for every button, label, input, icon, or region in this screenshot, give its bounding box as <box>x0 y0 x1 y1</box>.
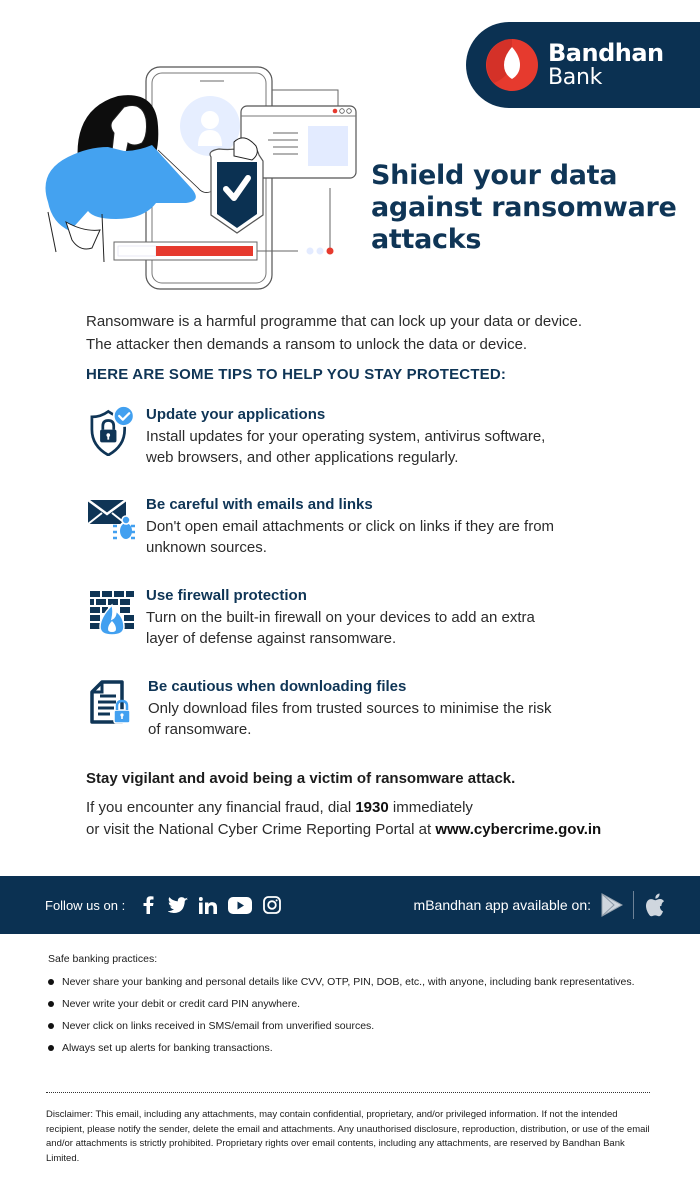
twitter-icon[interactable] <box>167 894 189 916</box>
fraud-text-2: immediately <box>388 799 473 816</box>
security-illustration <box>28 62 368 294</box>
apple-app-store-icon[interactable] <box>642 892 668 918</box>
intro-section <box>86 310 646 383</box>
social-links <box>137 894 283 916</box>
firewall-icon <box>86 587 136 637</box>
linkedin-icon[interactable] <box>197 894 219 916</box>
youtube-icon[interactable] <box>227 894 253 916</box>
closing-section <box>86 770 646 841</box>
tip-emails-links <box>86 496 606 566</box>
facebook-icon[interactable] <box>137 894 159 916</box>
app-availability <box>414 891 668 919</box>
tip-title: Be careful with emails and links <box>146 496 373 513</box>
tip-title: Use firewall protection <box>146 587 307 604</box>
practice-item: Never click on links received in SMS/email from unverified sources. <box>48 1019 638 1033</box>
practices-title: Safe banking practices: <box>48 953 158 965</box>
practice-item: Never write your debit or credit card PIN anywhere. <box>48 997 638 1011</box>
tip-title: Update your applications <box>146 406 326 423</box>
intro-line-1: Ransomware is a harmful programme that can lock up your data or device. <box>86 313 583 330</box>
practices-list <box>48 975 638 1055</box>
shield-lock-check-icon <box>86 406 136 456</box>
vigilance-message: Stay vigilant and avoid being a victim of ransomware attack. <box>86 770 516 787</box>
bandhan-logo-mark-icon <box>486 39 538 91</box>
intro-line-2: The attacker then demands a ransom to unlock the data or device. <box>86 336 528 353</box>
brand-name-line1: Bandhan <box>548 39 664 67</box>
instagram-icon[interactable] <box>261 894 283 916</box>
tip-body: Don't open email attachments or click on links if they are from unknown sources. <box>146 518 555 556</box>
tip-downloading-files <box>86 678 606 748</box>
disclaimer: Disclaimer: This email, including any attachments, may contain confidential, proprietary, and/or privileged information. If not the intended recipient, please notify the sender, delete the email and attachments. Any unauthorised disclosure, reproduction, distribution, or use of the email and/or attachments is strictly prohibited. Proprietary rights over email contents, including any attachments, are reserved by Bandhan Bank Limited. <box>46 1109 650 1164</box>
tip-body: Only download files from trusted sources to minimise the risk of ransomware. <box>148 700 552 738</box>
store-divider <box>633 891 634 919</box>
practice-item: Always set up alerts for banking transactions. <box>48 1041 638 1055</box>
helpline-number[interactable]: 1930 <box>355 799 389 816</box>
follow-us <box>45 894 283 916</box>
dotted-divider <box>46 1092 650 1093</box>
practice-item: Never share your banking and personal details like CVV, OTP, PIN, DOB, etc., with anyone, including bank representatives. <box>48 975 638 989</box>
envelope-bug-icon <box>86 496 136 546</box>
tip-body: Turn on the built-in firewall on your devices to add an extra layer of defense against ransomware. <box>146 609 535 647</box>
safe-banking-practices <box>48 953 638 1063</box>
tip-firewall <box>86 587 606 657</box>
tip-title: Be cautious when downloading files <box>148 678 407 695</box>
follow-label: Follow us on : <box>45 897 126 913</box>
hero-section <box>0 0 700 300</box>
footer-bar <box>0 876 700 934</box>
fraud-text-1: If you encounter any financial fraud, dial <box>86 799 356 816</box>
google-play-icon[interactable] <box>599 892 625 918</box>
tips-heading: HERE ARE SOME TIPS TO HELP YOU STAY PROTECTED: <box>86 366 507 383</box>
fraud-text-3: or visit the National Cyber Crime Reporting Portal at <box>86 821 436 838</box>
tip-body: Install updates for your operating system, antivirus software, web browsers, and other applications regularly. <box>146 428 546 466</box>
bandhan-bank-logo[interactable] <box>466 22 700 108</box>
tip-update-applications <box>86 406 606 476</box>
cybercrime-portal-link[interactable]: www.cybercrime.gov.in <box>435 821 602 838</box>
fraud-reporting-info <box>86 797 646 841</box>
document-lock-icon <box>86 678 136 728</box>
app-label: mBandhan app available on: <box>413 897 591 913</box>
page-headline: Shield your data against ransomware attacks <box>371 160 677 255</box>
brand-name-line2: Bank <box>548 65 603 90</box>
